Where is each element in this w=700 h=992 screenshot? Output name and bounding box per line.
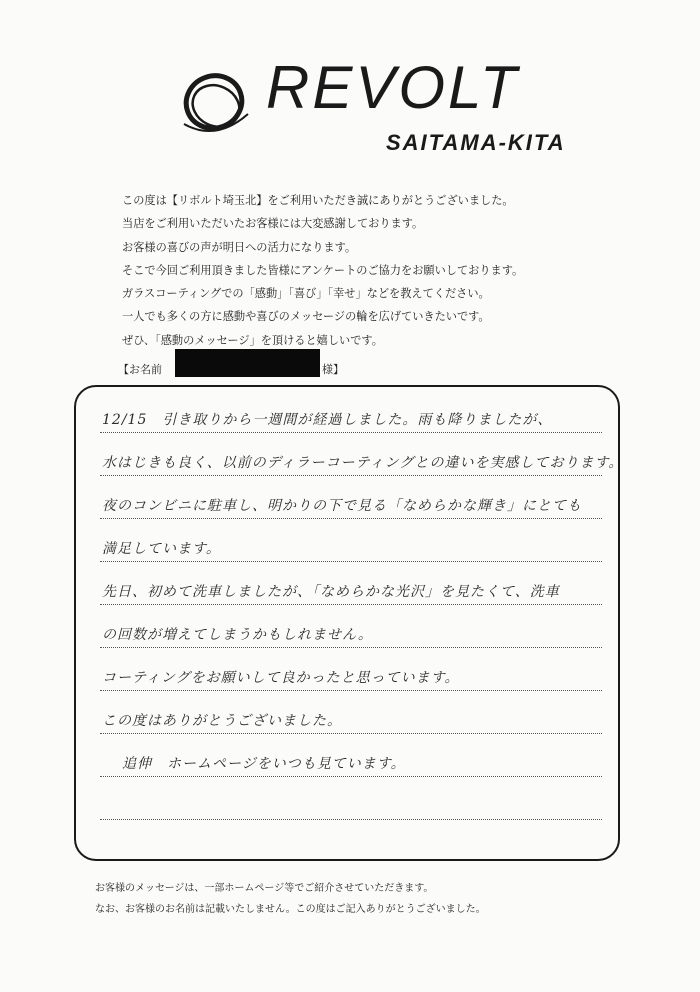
handwritten-line: 先日、初めて洗車しましたが、「なめらかな光沢」を見たくて、洗車 [102, 584, 560, 600]
revolt-logo [176, 56, 596, 166]
message-box [74, 385, 624, 861]
ruled-line [100, 776, 602, 777]
ruled-line [100, 475, 602, 476]
ruled-line [100, 690, 602, 691]
handwritten-line: 夜のコンビニに駐車し、明かりの下で見る「なめらかな輝き」にとても [102, 498, 582, 514]
ruled-line [100, 432, 602, 433]
name-label: 【お名前 [118, 363, 162, 376]
handwritten-line: 満足しています。 [102, 541, 221, 557]
intro-text [122, 189, 642, 352]
ruled-line [100, 647, 602, 648]
handwritten-line: コーティングをお願いして良かったと思っています。 [102, 670, 460, 686]
footer-line: なお、お客様のお名前は記載いたしません。この度はご記入ありがとうございました。 [95, 904, 486, 915]
handwritten-line: 12/15 引き取りから一週間が経過しました。雨も降りましたが、 [102, 412, 553, 428]
ruled-line [100, 819, 602, 820]
customer-name-field [118, 361, 358, 379]
intro-line: ガラスコーティングでの「感動」「喜び」「幸せ」などを教えてください。 [122, 287, 490, 301]
ruled-line [100, 733, 602, 734]
handwritten-line: 水はじきも良く、以前のディラーコーティングとの違いを実感しております。 [102, 455, 624, 471]
intro-line: 一人でも多くの方に感動や喜びのメッセージの輪を広げていきたいです。 [122, 310, 490, 324]
ruled-line [100, 604, 602, 605]
brand-name: REVOLT [266, 54, 520, 121]
intro-line: ぜひ、「感動のメッセージ」を頂けると嬉しいです。 [122, 333, 383, 347]
brand-subtitle: SAITAMA-KITA [386, 130, 566, 155]
ruled-line [100, 561, 602, 562]
intro-line: そこで今回ご利用頂きました皆様にアンケートのご協力をお願いしております。 [122, 263, 524, 277]
ruled-line [100, 518, 602, 519]
intro-line: お客様の喜びの声が明日への活力になります。 [122, 240, 357, 254]
handwritten-line: この度はありがとうございました。 [102, 713, 342, 729]
handwritten-line: 追伸 ホームページをいつも見ています。 [122, 756, 406, 772]
footer-line: お客様のメッセージは、一部ホームページ等でご紹介させていただきます。 [95, 883, 434, 894]
intro-line: 当店をご利用いただいたお客様には大変感謝しております。 [122, 217, 424, 231]
name-honorific: 様】 [322, 363, 344, 376]
handwritten-line: の回数が増えてしまうかもしれません。 [102, 627, 373, 643]
redacted-name [175, 349, 320, 377]
revolt-emblem-icon [176, 64, 256, 144]
footer-notes [95, 878, 655, 920]
intro-line: この度は【リボルト埼玉北】をご利用いただき誠にありがとうございました。 [122, 194, 514, 207]
